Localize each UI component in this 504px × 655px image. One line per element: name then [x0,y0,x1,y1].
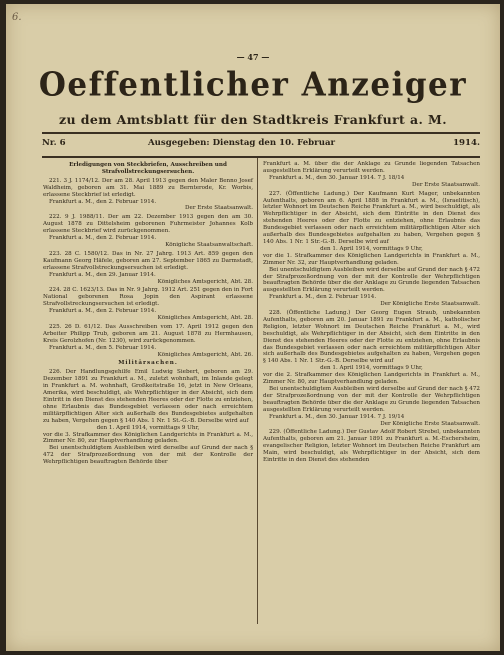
entry-222-signature: Königliche Staatsanwaltschaft. [165,241,253,248]
entry-226-end: Frankfurt a. M. über die der Anklage zu Grunde liegenden Tatsachen ausgestellten Erklärung verurteilt werden. [263,161,480,174]
entry-223-date: Frankfurt a. M., den 29. Januar 1914. [49,271,156,278]
entry-229: 229. (Öffentliche Ladung.) Der Gustav Adolf Robert Strebel, unbekannten Aufenthalts, geboren am 21. Januar 1891 zu Frankfurt a. M.-Eschersheim, evangelischer Religion, letzter Wohnort im Deutschen Reiche Frankfurt am Main, wird beschuldigt, als Wehrpflichtiger in der Absicht, sich dem Eintritte in den Dienst des stehenden [263,429,480,464]
entry-227-continuation-2: Bei unentschuldigtem Ausbleiben wird derselbe auf Grund der nach § 472 der Strafprozeßordnung von der mit der Kontrolle der Wehrpflichtigen beauftragten Behörde über die der Anklage zu Grunde liegenden Tatsachen ausgestellten Erklärung verurteilt werden. [263,266,480,294]
entry-228-continuation: vor die 2. Strafkammer des Königlichen Landgerichts in Frankfurt a. M., Zimmer Nr. 80, zur Hauptverhandlung geladen. [263,372,480,386]
entry-226-end-date: Frankfurt a. M., den 30. Januar 1914. 7 J. 18/14 [269,174,405,181]
entry-222: 222. 9 J. 1988/11. Der am 22. Dezember 1913 gegen den am 30. August 1878 zu Dittelsheim geborenen Fuhrmeister Johannes Kolb erlassene Steckbrief wird zurückgenommen. [43,214,253,235]
issue-year: 1914. [453,138,480,148]
entry-225-signature: Königliches Amtsgericht, Abt. 26. [157,351,253,358]
bottom-rule [42,156,480,158]
document-page [6,4,500,651]
entry-225: 225. 26 D. 61/12. Das Ausschreiben vom 17. April 1912 gegen den Arbeiter Philipp Trub, geboren am 21. August 1878 zu Hermhausen, Kreis Gerolzhofen (Nr. 1230), wird zurückgenommen. [43,323,253,344]
top-rule [42,132,480,134]
entry-227-continuation: vor die 1. Strafkammer des Königlichen Landgerichts in Frankfurt a. M., Zimmer Nr. 32, zur Hauptverhandlung geladen. [263,252,480,266]
entry-227-signature: Der Königliche Erste Staatsanwalt. [380,301,480,308]
issue-number: Nr. 6 [42,138,66,148]
masthead-subtitle: zu dem Amtsblatt für den Stadtkreis Frankfurt a. M. [59,112,447,127]
entry-228-signature: Der Königliche Erste Staatsanwalt. [380,420,480,427]
entry-223: 223. 28 C. 1580/12. Das in Nr. 27 Jahrg. 1913 Art. 859 gegen den Kaufmann Georg Häfele, geboren am 27. September 1865 zu Darmstadt, erlassene Strafvollstreckungsersuchen ist erledigt. [43,250,253,271]
entry-227-summons: den 1. April 1914, vormittags 9 Uhr, [320,245,423,252]
entry-226-continuation-2: Bei unentschuldigtem Ausbleiben wird derselbe auf Grund der nach § 472 der Strafprozeßordnung von der mit der Kontrolle der Wehrpflichtigen beauftragten Behörde über [43,445,253,466]
military-heading: Militärsachen. [118,360,178,367]
entry-228-continuation-2: Bei unentschuldigtem Ausbleiben wird derselbe auf Grund der nach § 472 der Strafprozeßordnung von der mit der Kontrolle der Wehrpflichtigen beauftragten Behörde über die der Anklage zu Grunde liegenden Tatsachen ausgestellten Erklärung verurteilt werden. [263,386,480,413]
entry-221: 221. 3 J. 1174/12. Der am 28. April 1913 gegen den Maler Benno Josef Waldheim, geboren am 31. Mai 1889 zu Bernterode, Kr. Worbis, erlassene Steckbrief ist erledigt. [43,177,253,198]
entry-226-continuation: vor die 3. Strafkammer des Königlichen Landgerichts in Frankfurt a. M., Zimmer Nr. 80, zur Hauptverhandlung geladen. [43,431,253,445]
entry-228-summons: den 1. April 1914, vormittags 9 Uhr, [320,365,423,372]
entry-221-date: Frankfurt a. M., den 2. Februar 1914. [49,198,157,205]
issue-line [42,138,480,152]
entry-224-signature: Königliches Amtsgericht, Abt. 28. [157,315,253,322]
entry-222-date: Frankfurt a. M., den 2. Februar 1914. [49,235,157,242]
masthead-title: Oeffentlicher Anzeiger [38,66,468,104]
entry-228-date: Frankfurt a. M., den 30. Januar 1914. 7 J. 19/14 [269,413,405,420]
entry-227-date: Frankfurt a. M., den 2. Februar 1914. [269,294,377,301]
entry-226-end-signature: Der Erste Staatsanwalt. [412,181,480,188]
entry-221-signature: Der Erste Staatsanwalt. [185,205,253,212]
issue-date: Ausgegeben: Dienstag den 10. Februar [148,138,336,148]
entry-228: 228. (Öffentliche Ladung.) Der Georg Eugen Straub, unbekannten Aufenthalts, geboren am 20. Januar 1891 zu Frankfurt a. M., katholischer Religion, letzter Wohnort im Deutschen Reiche Frankfurt a. M., wird beschuldigt, als Wehrpflichtiger in der Absicht, sich dem Eintritte in den Dienst des stehenden Heeres oder der Flotte zu entziehen, ohne Erlaubnis das Bundesgebiet verlassen oder nach erreichtem militärpflichtigen Alter sich außerhalb des Bundesgebietes aufgehalten zu haben, Vergehen gegen § 140 Abs. 1 Nr. 1 Str.-G.-B. Derselbe wird auf [263,310,480,365]
margin-note: 6. [12,12,22,23]
entry-226-summons: den 1. April 1914, vormittags 9 Uhr, [96,424,200,431]
section-heading: Erledigungen von Steckbriefen, Ausschreiben und Strafvollstreckungsersuchen. [69,162,227,175]
entry-224: 224. 28 C. 1623/13. Das in Nr. 9 Jahrg. 1912 Art. 251 gegen den in Fort National geborenen Rosa Jopin den Aspirant erlassene Strafvollstreckungsersuchen ist erledigt. [43,287,253,308]
entry-223-signature: Königliches Amtsgericht, Abt. 28. [157,278,253,285]
column-divider [257,158,258,624]
entry-225-date: Frankfurt a. M., den 5. Februar 1914. [49,344,157,351]
entry-227: 227. (Öffentliche Ladung.) Der Kaufmann Kurt Mager, unbekannten Aufenthalts, geboren am 6. April 1888 in Frankfurt a. M., (Israelitisch), letzter Wohnort im Deutschen Reiche Frankfurt a. M., wird beschuldigt, als Wehrpflichtiger in der Absicht, sich dem Eintritte in den Dienst des stehenden Heeres oder der Flotte zu entziehen, ohne Erlaubnis das Bundesgebiet verlassen oder nach erreichtem militärpflichtigen Alter sich außerhalb des Bundesgebietes aufgehalten zu haben, Vergehen gegen § 140 Abs. 1 Nr. 1 Str.-G.-B. Derselbe wird auf [263,190,480,245]
page-number: — 47 — [236,52,270,62]
left-column [43,161,253,466]
right-column [263,161,480,464]
entry-224-date: Frankfurt a. M., den 2. Februar 1914. [49,308,157,315]
entry-226: 226. Der Handlungsgehilfe Emil Ludwig Siebert, geboren am 29. Dezember 1891 zu Frankfurt a. M., zuletzt wohnhaft, im Inlande gelegt in Frankfurt a. M. wohnhaft, Großkeitstraße 16, jetzt in New Orleans, Amerika, wird beschuldigt, als Wehrpflichtiger in der Absicht, sich dem Eintritt in den Dienst des stehenden Heeres oder der Flotte zu entziehen, ohne Erlaubnis das Bundesgebiet verlassen oder nach erreichtem militärpflichtigen Alter sich außerhalb des Bundesgebietes aufgehalten zu haben, Vergehen gegen § 140 Abs. 1 Nr. 1 St.-G.-B. Derselbe wird auf [43,369,253,424]
